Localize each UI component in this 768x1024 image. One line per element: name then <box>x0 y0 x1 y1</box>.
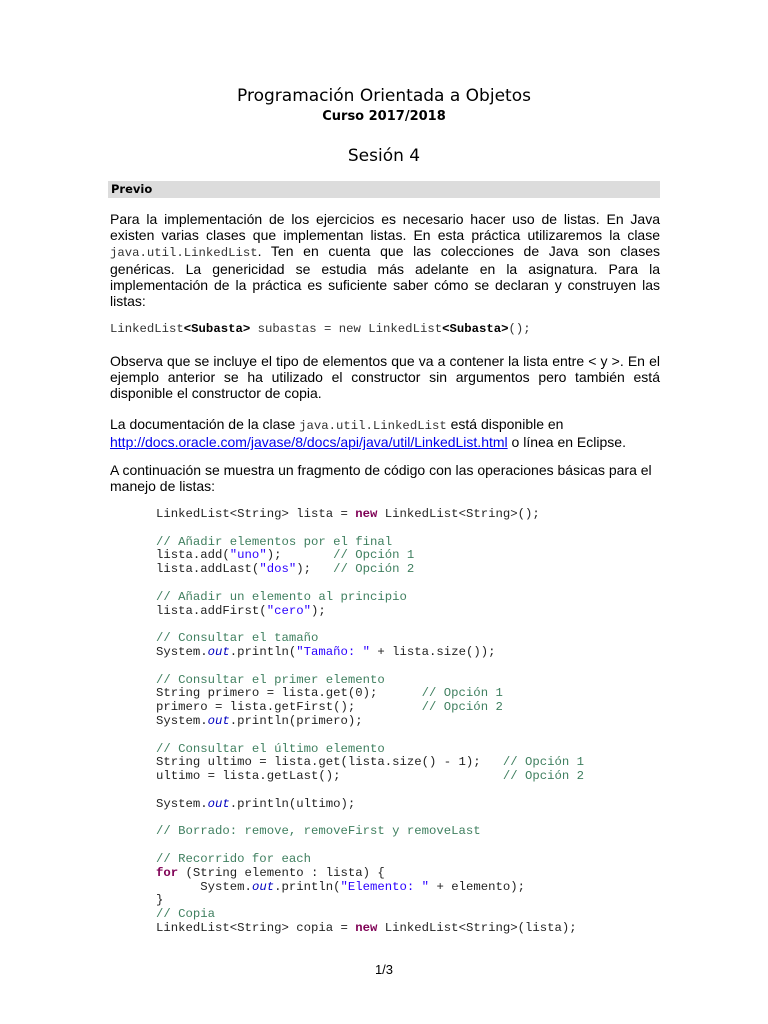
code-blank-line <box>156 618 656 632</box>
code-line: System.out.println(ultimo); <box>156 796 356 811</box>
code-line: System.out.println("Tamaño: " + lista.size()); <box>156 644 496 659</box>
code-blank-line <box>156 577 656 591</box>
code-blank-line <box>156 839 656 853</box>
declaration-example: LinkedList<Subasta> subastas = new LinkedList<Subasta>(); <box>110 322 531 336</box>
code-listing <box>156 508 656 936</box>
code-line: lista.add("uno"); // Opción 1 <box>156 548 415 563</box>
code-line: for (String elemento : lista) { <box>156 865 385 880</box>
code-line: String ultimo = lista.get(lista.size() - 1); // Opción 1 <box>156 755 585 770</box>
code-comment: // Copia <box>156 907 216 922</box>
code-line: String primero = lista.get(0); // Opción 1 <box>156 686 503 701</box>
code-comment: // Consultar el último elemento <box>156 741 385 756</box>
page-number: 1/3 <box>374 962 394 977</box>
code-line: LinkedList<String> copia = new LinkedList<String>(lista); <box>156 920 577 935</box>
course-year: Curso 2017/2018 <box>322 109 446 124</box>
code-comment: // Consultar el primer elemento <box>156 672 385 687</box>
code-intro-paragraph: A continuación se muestra un fragmento de código con las operaciones básicas para el manejo de listas: <box>110 462 652 494</box>
documentation-paragraph: La documentación de la clase java.util.LinkedList está disponible en http://docs.oracle.com/javase/8/docs/api/java/util/LinkedList.html o línea en Eclipse. <box>110 416 626 450</box>
code-blank-line <box>156 784 656 798</box>
section-heading-previo: Previo <box>108 181 660 198</box>
inline-code: java.util.LinkedList <box>299 419 447 433</box>
documentation-link[interactable]: http://docs.oracle.com/javase/8/docs/api/java/util/LinkedList.html <box>110 434 508 450</box>
code-blank-line <box>156 522 656 536</box>
code-line: lista.addLast("dos"); // Opción 2 <box>156 562 415 577</box>
code-comment: // Consultar el tamaño <box>156 631 319 646</box>
code-line: lista.addFirst("cero"); <box>156 603 326 618</box>
session-heading: Sesión 4 <box>347 146 421 166</box>
intro-paragraph: Para la implementación de los ejercicios es necesario hacer uso de listas. En Java existen varias clases que implementan listas. En esta práctica utilizaremos la clase java.util.LinkedList. Ten en cuenta que las colecciones de Java son clases genéricas. La genericidad se estudia más adelante en la asignatura. Para la implementación de la práctica es suficiente saber cómo se declaran y construyen las listas: <box>110 211 660 309</box>
code-line: LinkedList<String> lista = new LinkedList<String>(); <box>156 507 540 521</box>
code-line: System.out.println("Elemento: " + elemento); <box>156 879 525 894</box>
document-title: Programación Orientada a Objetos <box>237 86 531 106</box>
code-line: primero = lista.getFirst(); // Opción 2 <box>156 700 503 715</box>
generics-paragraph: Observa que se incluye el tipo de elementos que va a contener la lista entre < y >. En el ejemplo anterior se ha utilizado el constructor sin argumentos pero también está disponible el constructor de copia. <box>110 353 660 401</box>
code-comment: // Recorrido for each <box>156 851 311 866</box>
code-comment: // Borrado: remove, removeFirst y removeLast <box>156 824 481 839</box>
code-line: } <box>156 893 164 908</box>
code-comment: // Añadir elementos por el final <box>156 534 393 549</box>
code-line: ultimo = lista.getLast(); // Opción 2 <box>156 769 585 784</box>
code-blank-line <box>156 812 656 826</box>
code-line: System.out.println(primero); <box>156 713 363 728</box>
code-comment: // Añadir un elemento al principio <box>156 589 407 604</box>
inline-code: java.util.LinkedList <box>110 246 258 260</box>
code-blank-line <box>156 729 656 743</box>
code-blank-line <box>156 660 656 674</box>
